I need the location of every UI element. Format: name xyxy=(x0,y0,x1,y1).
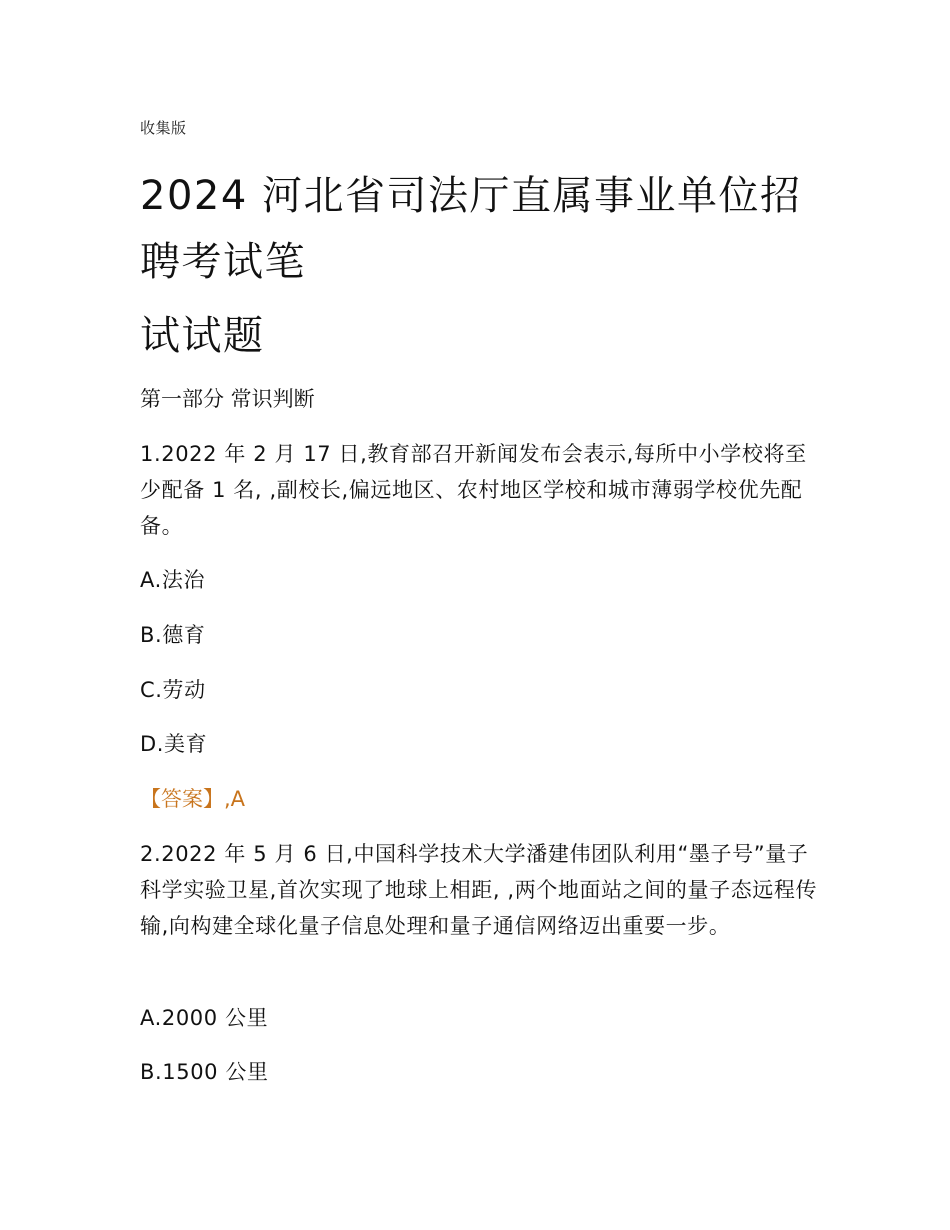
section-heading: 第一部分 常识判断 xyxy=(140,387,315,411)
question-1-option-b: B.德育 xyxy=(140,623,206,647)
question-1-text: 1.2022 年 2 月 17 日,教育部召开新闻发布会表示,每所中小学校将至少配备 1 名, ,副校长,偏远地区、农村地区学校和城市薄弱学校优先配备。 xyxy=(140,442,807,538)
question-1-answer: 【答案】,A xyxy=(140,787,246,811)
document-title: 2024 河北省司法厅直属事业单位招聘考试笔 xyxy=(140,173,802,285)
header-label: 收集版 xyxy=(140,119,187,137)
document-title-continued: 试试题 xyxy=(140,313,265,359)
question-1-option-d: D.美育 xyxy=(140,732,208,756)
question-1-option-c: C.劳动 xyxy=(140,678,206,702)
question-1-option-a: A.法治 xyxy=(140,568,206,592)
question-2-option-b: B.1500 公里 xyxy=(140,1060,269,1084)
question-2-text: 2.2022 年 5 月 6 日,中国科学技术大学潘建伟团队利用“墨子号”量子科学实验卫星,首次实现了地球上相距, ,两个地面站之间的量子态远程传输,向构建全球化量子信息处理和量子通信网络迈出重要一步。 xyxy=(140,842,818,938)
question-2-option-a: A.2000 公里 xyxy=(140,1006,269,1030)
